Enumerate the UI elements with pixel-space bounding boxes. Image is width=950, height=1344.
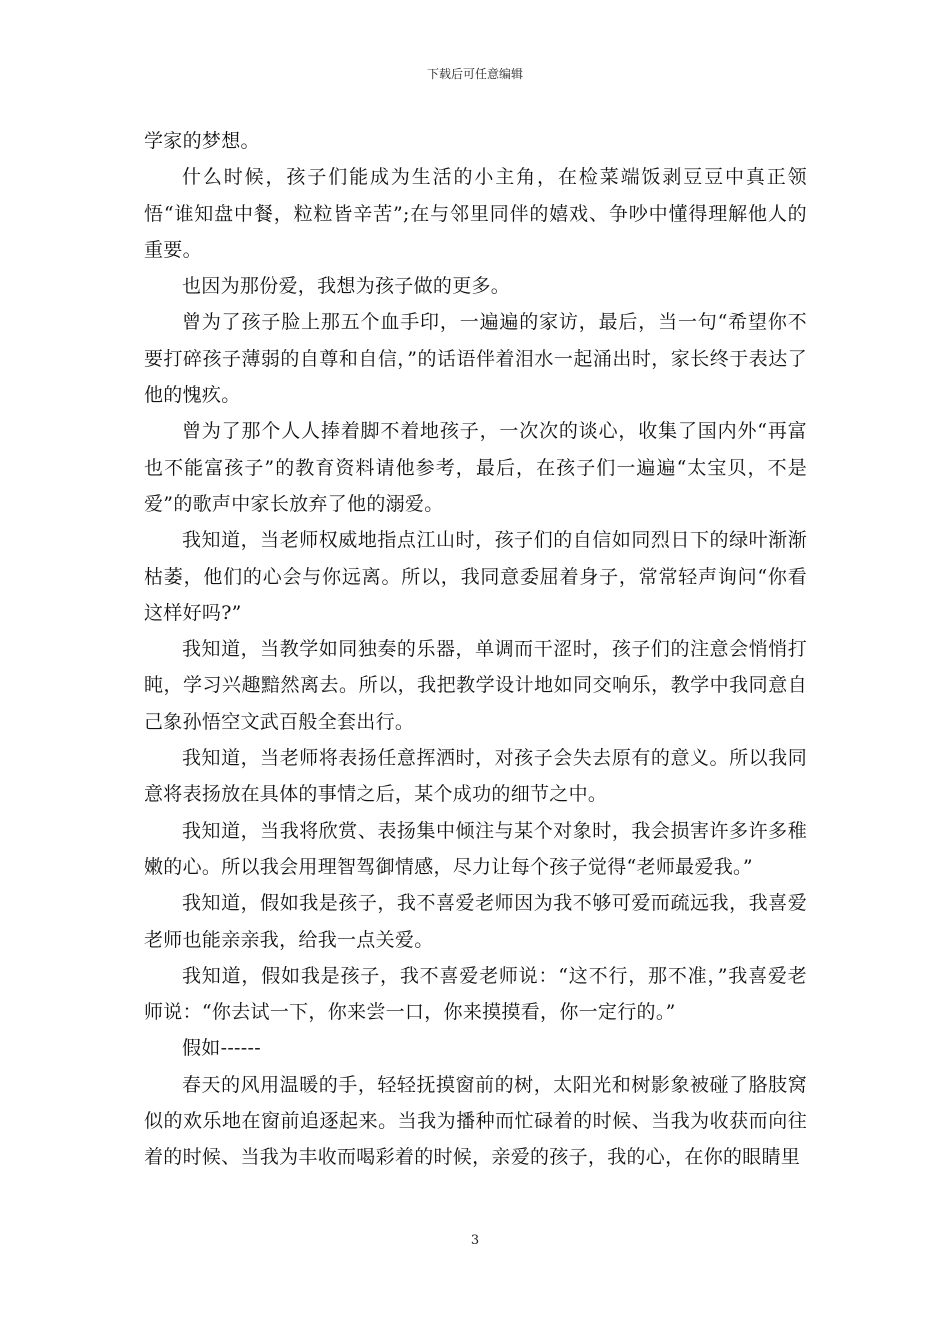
paragraph: 我知道，当教学如同独奏的乐器，单调而干涩时，孩子们的注意会悄悄打盹，学习兴趣黯然离去。所以，我把教学设计地如同交响乐，教学中我同意自己象孙悟空文武百般全套出行。	[144, 638, 807, 733]
paragraph: 曾为了孩子脸上那五个血手印，一遍遍的家访，最后，当一句“希望你不要打碎孩子薄弱的自尊和自信，”的话语伴着泪水一起涌出时，家长终于表达了他的愧疚。	[144, 311, 807, 407]
paragraph: 我知道，当我将欣赏、表扬集中倾注与某个对象时，我会损害许多许多稚嫩的心。所以我会用理智驾御情感，尽力让每个孩子觉得“老师最爱我。”	[144, 819, 807, 878]
document-body	[144, 123, 807, 1176]
paragraph: 什么时候，孩子们能成为生活的小主角，在检菜端饭剥豆豆中真正领悟“谁知盘中餐，粒粒皆辛苦”;在与邻里同伴的嬉戏、争吵中懂得理解他人的重要。	[144, 166, 807, 261]
paragraph: 曾为了那个人人捧着脚不着地孩子，一次次的谈心，收集了国内外“再富也不能富孩子”的教育资料请他参考，最后，在孩子们一遍遍“太宝贝，不是爱”的歌声中家长放弃了他的溺爱。	[144, 420, 807, 515]
page-header: 下载后可任意编辑	[426, 67, 523, 81]
paragraph: 我知道，当老师权威地指点江山时，孩子们的自信如同烈日下的绿叶渐渐枯萎，他们的心会与你远离。所以，我同意委屈着身子，常常轻声询问“你看这样好吗?”	[144, 529, 807, 624]
paragraph: 我知道，当老师将表扬任意挥洒时，对孩子会失去原有的意义。所以我同意将表扬放在具体的事情之后，某个成功的细节之中。	[144, 747, 807, 806]
paragraph: 假如------	[182, 1037, 261, 1060]
page-number: 3	[470, 1233, 480, 1248]
paragraph: 也因为那份爱，我想为孩子做的更多。	[182, 275, 511, 298]
paragraph: 学家的梦想。	[144, 130, 260, 152]
paragraph: 春天的风用温暖的手，轻轻抚摸窗前的树，太阳光和树影象被碰了胳肢窝似的欢乐地在窗前追逐起来。当我为播种而忙碌着的时候、当我为收获而向往着的时候、当我为丰收而喝彩着的时候，亲爱的孩子，我的心，在你的眼睛里	[144, 1073, 807, 1169]
paragraph: 我知道，假如我是孩子，我不喜爱老师说：“这不行，那不准，”我喜爱老师说：“你去试一下，你来尝一口，你来摸摸看，你一定行的。”	[144, 964, 807, 1024]
paragraph: 我知道，假如我是孩子，我不喜爱老师因为我不够可爱而疏远我，我喜爱老师也能亲亲我，给我一点关爱。	[144, 892, 807, 951]
